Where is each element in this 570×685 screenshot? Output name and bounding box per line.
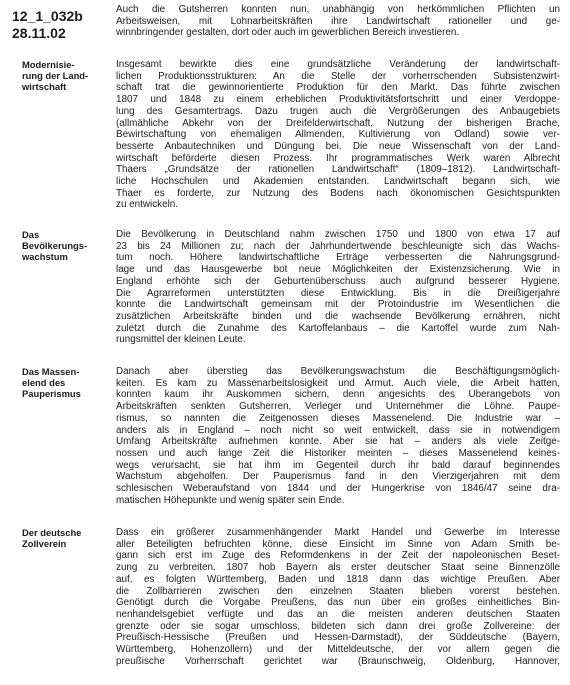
text-line: besserte Anbautechniken und Düngung bei. Die neue Wissenschaft von der Land-	[116, 140, 560, 152]
text-line: nossen und auch lange Zeit die Historiker meinten – dieses Massenelend keines-	[116, 447, 560, 459]
text-line: schaft trat die gewinnorientierte Produktion für den Markt. Das führte zwischen	[116, 82, 560, 94]
section-heading: Das Massen- elend des Pauperismus	[22, 366, 81, 400]
text-line: nenhandelsgebiet verfügte und das an die meisten anderen deutschen Staaten	[116, 608, 560, 620]
text-line: Die Agrarreformen unterstützten diese Entwicklung. Bis in die Dreißigerjahre	[116, 287, 560, 299]
text-line: lage und das Hausgewerbe bot neue Möglichkeiten der Existenzsicherung. Wie in	[116, 264, 560, 276]
section-text	[116, 527, 560, 667]
text-line: Arbeitsweisen, mit Lohnarbeitskräften ihre Landwirtschaft rationeller und ge-	[116, 15, 560, 27]
text-line: zusätzlichen Arbeitskräfte binden und die wachsende Bevölkerung ernähren, nicht	[116, 310, 560, 322]
text-line: preußische Vorherrschaft gerichtet war (Braunschweig, Oldenburg, Hannover,	[116, 655, 560, 667]
text-line: Arbeitskräften senkten Gutsherren, Verleger und Unternehmer die Löhne. Paupe-	[116, 401, 560, 413]
text-line: aller Beteiligten befruchten könne, diese Einsicht im Sinne von Adam Smith be-	[116, 538, 560, 550]
text-line: Thaer es forderte, zur Nutzung des Bodens nach ökonomischen Gesichtspunkten	[116, 187, 560, 199]
text-line: gann sich erst im Zuge des Reformdenkens in der Zeit der napoleonischen Beset-	[116, 550, 560, 562]
text-line: (allmähliche Abkehr von der Dreifelderwirtschaft, Nutzung der bisherigen Brache,	[116, 117, 560, 129]
document-id	[12, 8, 83, 42]
text-line: Genötigt durch die Vorgabe Preußens, das nun über ein großes einheitliches Bin-	[116, 597, 560, 609]
text-line: keiten. Es kam zu Massenarbeitslosigkeit und Armut. Auch viele, die Arbeit hatten,	[116, 377, 560, 389]
text-line: tum noch. Höhere landwirtschaftliche Erträge verbesserten die Nahrungsgrund-	[116, 252, 560, 264]
text-line: zuletzt durch die Zunahme des Kartoffelanbaus – die Kartoffel wurde zum Nah-	[116, 322, 560, 334]
text-line: zung zu verbreiten. 1807 hob Bayern als erster deutscher Staat seine Binnenzölle	[116, 562, 560, 574]
section-heading: Modernisie- rung der Land- wirtschaft	[22, 59, 89, 93]
text-line: Die Bevölkerung in Deutschland nahm zwischen 1750 und 1800 von etwa 17 auf	[116, 229, 560, 240]
text-line: zu entwickeln.	[116, 199, 179, 211]
text-line: auf, es folgten Württemberg, Baden und 1818 dann das wichtige Preußen. Aber	[116, 573, 560, 585]
text-line: Preußisch-Hessische (Preußen und Hessen-Darmstadt), der Süddeutsche (Bayern,	[116, 632, 560, 644]
text-line: Danach aber überstieg das Bevölkerungswachstum die Beschäftigungsmöglich-	[116, 366, 560, 377]
text-line: winnbringender gestalten, dort oder auch im gewerblichen Bereich investieren.	[116, 27, 460, 39]
text-line: Dass ein größerer zusammenhängender Markt Handel und Gewerbe im Interesse	[116, 527, 560, 538]
text-line: liche Hochschulen und Akademien entstanden. Landwirtschaft begann sich, wie	[116, 176, 560, 188]
text-line: matischen Höhepunkte und wenig später sein Ende.	[116, 494, 345, 506]
text-line: 23 bis 24 Millionen zu; nach der Jahrhundertwende beschleunigte sich das Wachs-	[116, 240, 560, 252]
section-text	[116, 229, 560, 346]
text-line: grenzte oder sie sogar umschloss, bildeten sich dann drei große Zollvereine: der	[116, 620, 560, 632]
text-line: lung des Gesamtertrags. Dazu trugen auch die Vergrößerungen des Anbaugebiets	[116, 105, 560, 117]
text-line: Wachstum abgeholfen. Der Pauperismus fand in den Vierzigerjahren mit dem	[116, 471, 560, 483]
section-heading: Der deutsche Zollverein	[22, 527, 82, 550]
text-line: die Zollbarrieren zwischen den einzelnen Staaten blieben vorerst bestehen.	[116, 585, 560, 597]
text-line: Thaers „Grundsätze der rationellen Landwirtschaft“ (1809–1812). Landwirtschaft-	[116, 164, 560, 176]
text-line: lichen Produktionsstrukturen: An die Stelle der vorherrschenden Subsistenzwirt-	[116, 70, 560, 82]
text-line: Auch die Gutsherren konnten nun, unabhängig von herkömmlichen Pflichten un	[116, 4, 560, 15]
text-line: Umfang Arbeitskräfte aufnehmen konnte. Aber sie hat – anders als viele Zeitge-	[116, 436, 560, 448]
text-line: wegs verursacht, sie hat ihm im Gegenteil durch ihr bald darauf beginnendes	[116, 459, 560, 471]
section-text	[116, 366, 560, 506]
document-code: 12_1_032b	[12, 8, 83, 24]
text-line: England erhöhte sich der Geburtenüberschuss auch aufgrund besserer Hygiene.	[116, 275, 560, 287]
text-line: Insgesamt bewirkte dies eine grundsätzliche Veränderung der landwirtschaft-	[116, 59, 560, 70]
text-line: anders als in England – noch nicht so weit entwickelt, dass sie in notwendigem	[116, 424, 560, 436]
section-text	[116, 59, 560, 211]
text-line: konnte die Landwirtschaft gemeinsam mit der Protoindustrie im Wesentlichen die	[116, 299, 560, 311]
document-date: 28.11.02	[12, 25, 66, 41]
text-line: schlesischen Weberaufstand von 1844 und der Hungerkrise von 1846/47 seine dra-	[116, 483, 560, 495]
section-heading: Das Bevölkerungs- wachstum	[22, 229, 88, 263]
text-line: konnten kaum ihr Auskommen sichern, denn angesichts des Überangebots von	[116, 389, 560, 401]
text-line: rungsmittel der kleinen Leute.	[116, 334, 246, 346]
text-line: rismus, so nannten die Zeitgenossen dieses Massenelend. Die Industrie war –	[116, 412, 560, 424]
intro-text	[116, 4, 560, 39]
text-line: 1807 und 1848 zu einem erheblichen Produktivitätsfortschritt und einer Verdoppe-	[116, 94, 560, 106]
text-line: Bewirtschaftung von ehemaligen Allmenden, Kultivierung von Ödland) sowie ver-	[116, 129, 560, 141]
text-line: Württemberg, Hohenzollern) und der Mitteldeutsche, der vor allem gegen die	[116, 644, 560, 656]
text-line: wirtschaft beförderte diesen Prozess. Ihr programmatisches Werk waren Albrecht	[116, 152, 560, 164]
